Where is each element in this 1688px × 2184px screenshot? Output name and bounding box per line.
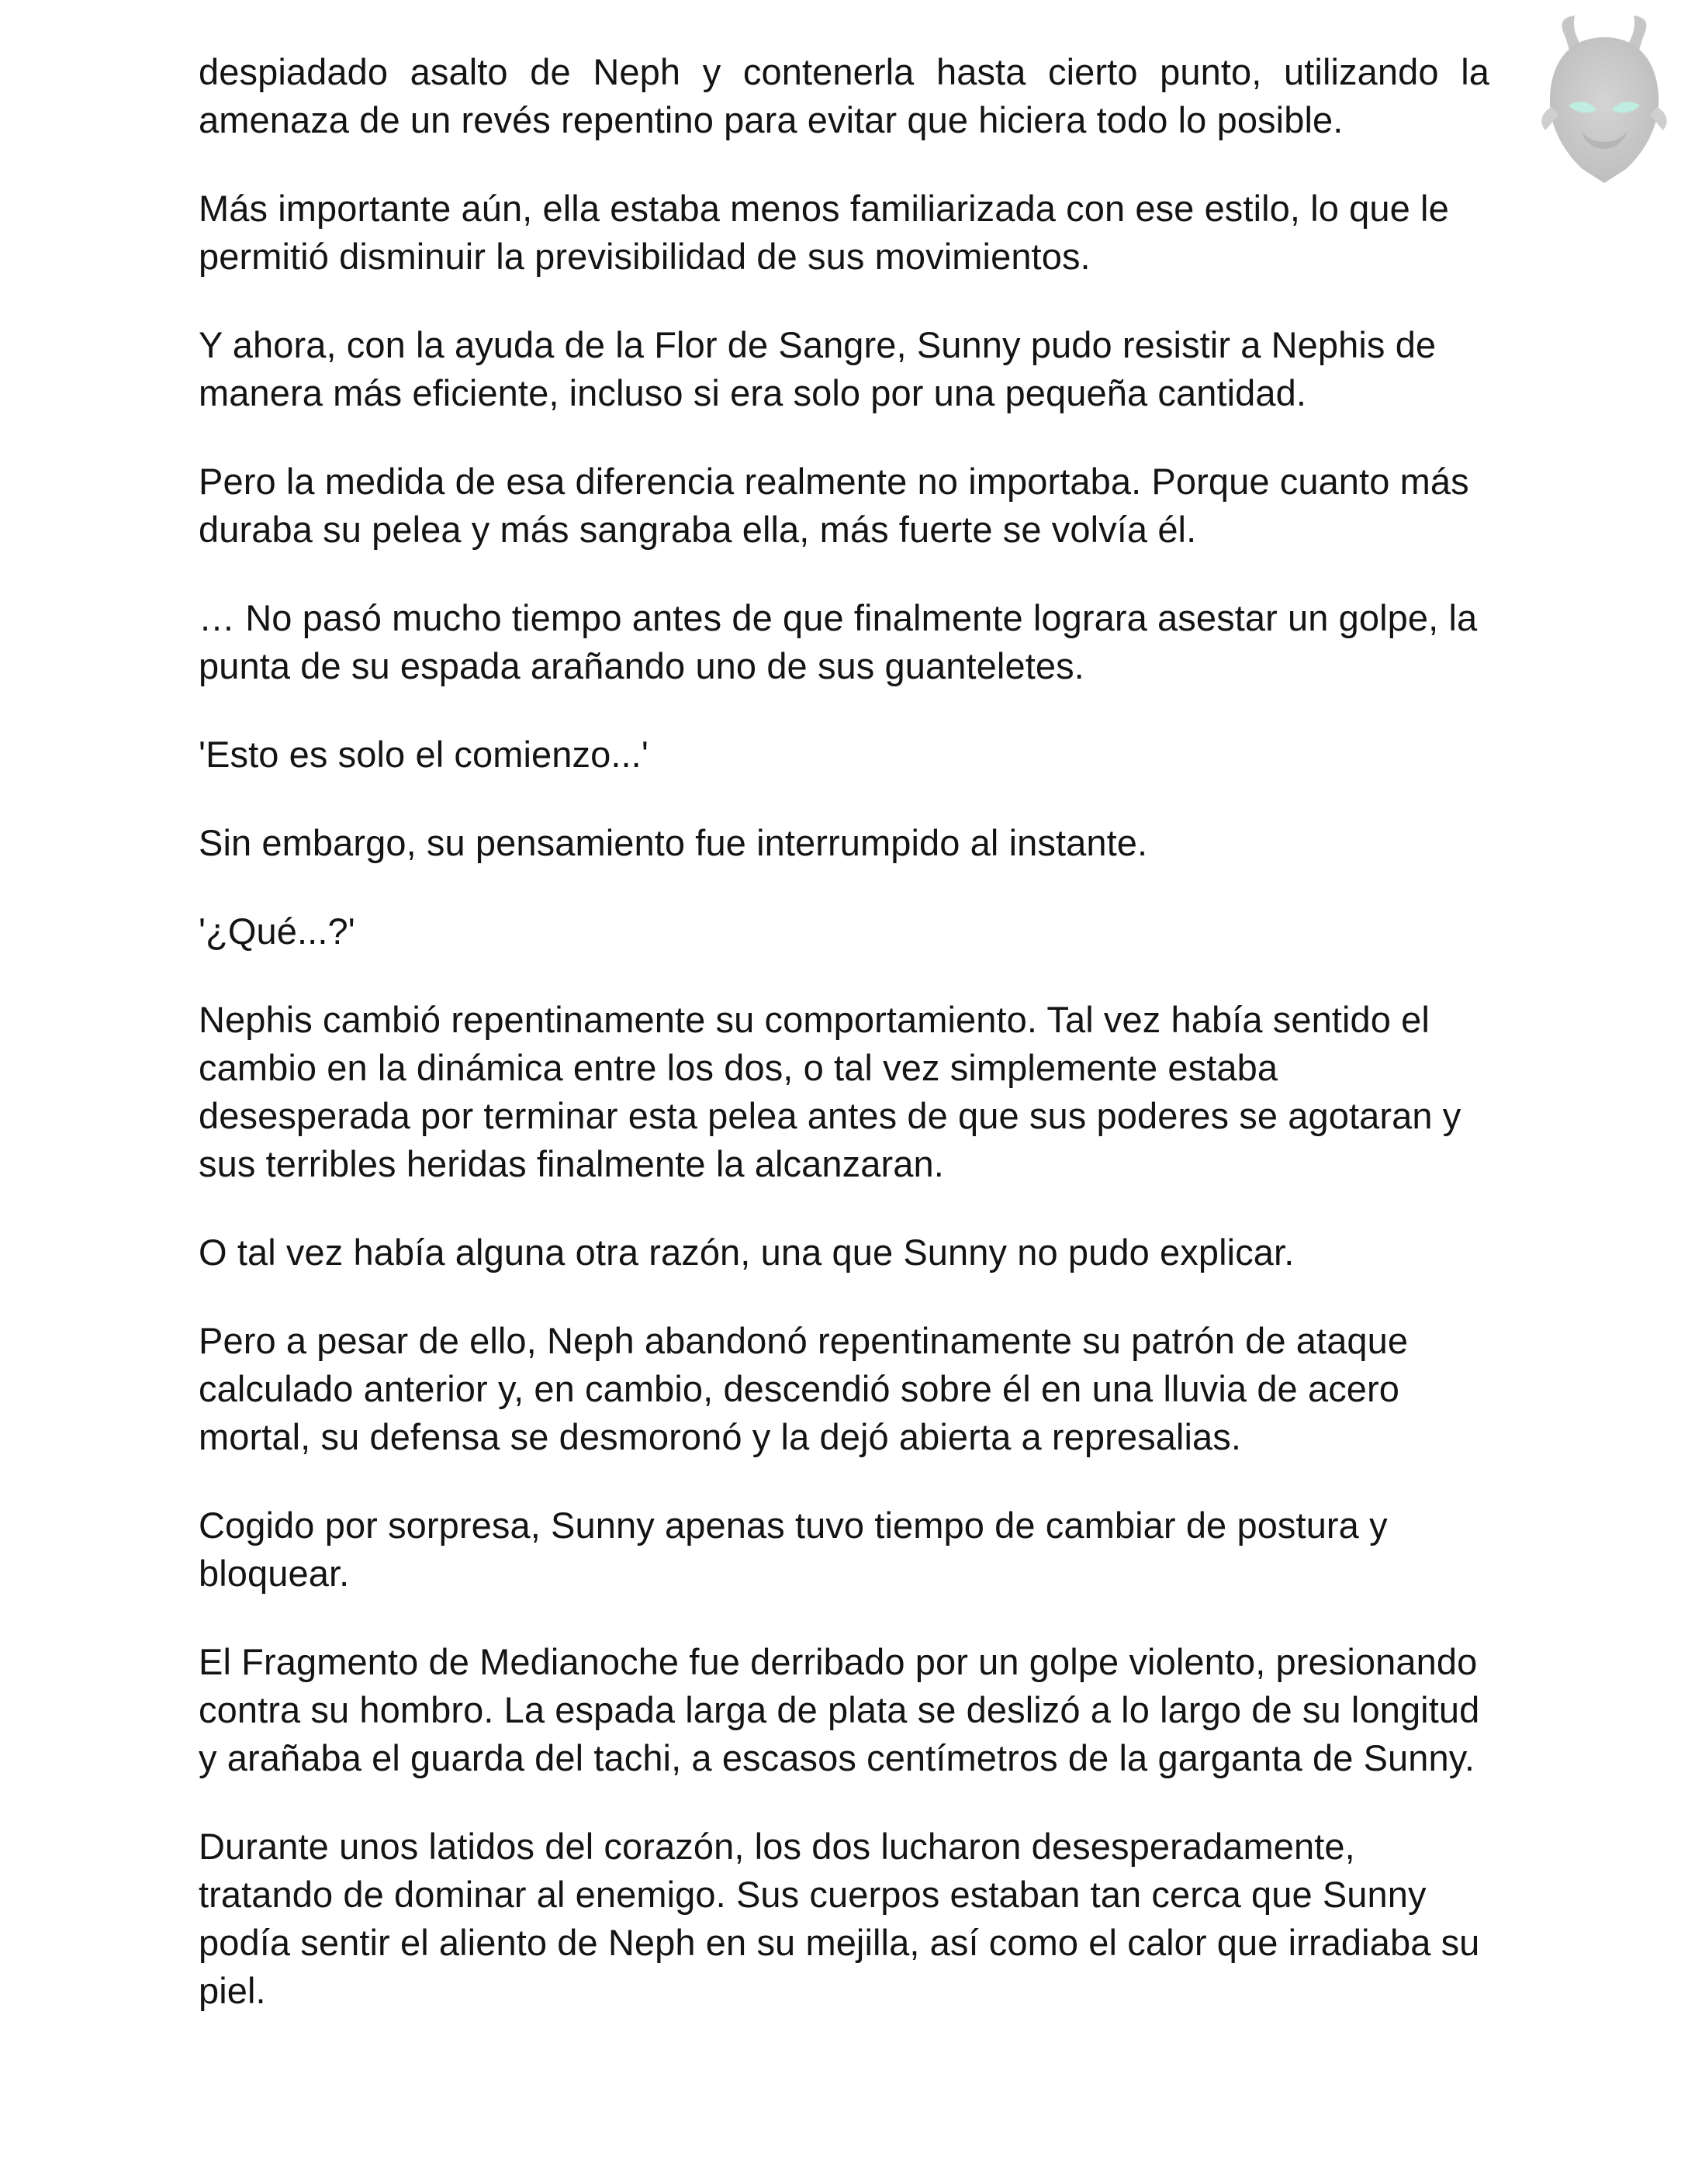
paragraph: 'Esto es solo el comienzo...' xyxy=(199,734,649,775)
paragraph: Pero la medida de esa diferencia realmente no importaba. Porque cuanto más duraba su pelea y más sangraba ella, más fuerte se volvía él. xyxy=(199,461,1469,550)
paragraph: El Fragmento de Medianoche fue derribado por un golpe violento, presionando contra su hombro. La espada larga de plata se deslizó a lo largo de su longitud y arañaba el guarda del tachi, a escasos centímetros de la garganta de Sunny. xyxy=(199,1641,1480,1778)
paragraph: Nephis cambió repentinamente su comportamiento. Tal vez había sentido el cambio en la dinámica entre los dos, o tal vez simplemente estaba desesperada por terminar esta pelea antes de que sus poderes se agotaran y sus terribles heridas finalmente la alcanzaran. xyxy=(199,999,1461,1184)
paragraph: despiadado asalto de Neph y contenerla hasta cierto punto, utilizando la amenaza de un revés repentino para evitar que hiciera todo lo posible. xyxy=(199,51,1489,140)
paragraph: Más importante aún, ella estaba menos familiarizada con ese estilo, lo que le permitió disminuir la previsibilidad de sus movimientos. xyxy=(199,188,1449,277)
demon-logo-icon xyxy=(1534,14,1674,186)
paragraph: Durante unos latidos del corazón, los dos lucharon desesperadamente, tratando de dominar al enemigo. Sus cuerpos estaban tan cerca que Sunny podía sentir el aliento de Neph en su mejilla, así como el calor que irradiaba su piel. xyxy=(199,1826,1480,2011)
paragraph: Y ahora, con la ayuda de la Flor de Sangre, Sunny pudo resistir a Nephis de manera más eficiente, incluso si era solo por una pequeña cantidad. xyxy=(199,324,1437,413)
paragraph: … No pasó mucho tiempo antes de que finalmente lograra asestar un golpe, la punta de su espada arañando uno de sus guanteletes. xyxy=(199,597,1478,686)
paragraph: '¿Qué...?' xyxy=(199,911,355,952)
chapter-text xyxy=(199,48,1489,2055)
demon-head-icon xyxy=(1534,14,1674,186)
paragraph: O tal vez había alguna otra razón, una que Sunny no pudo explicar. xyxy=(199,1232,1295,1273)
paragraph: Pero a pesar de ello, Neph abandonó repentinamente su patrón de ataque calculado anterior y, en cambio, descendió sobre él en una lluvia de acero mortal, su defensa se desmoronó y la dejó abierta a represalias. xyxy=(199,1320,1409,1457)
paragraph: Cogido por sorpresa, Sunny apenas tuvo tiempo de cambiar de postura y bloquear. xyxy=(199,1505,1388,1594)
paragraph: Sin embargo, su pensamiento fue interrumpido al instante. xyxy=(199,822,1148,863)
